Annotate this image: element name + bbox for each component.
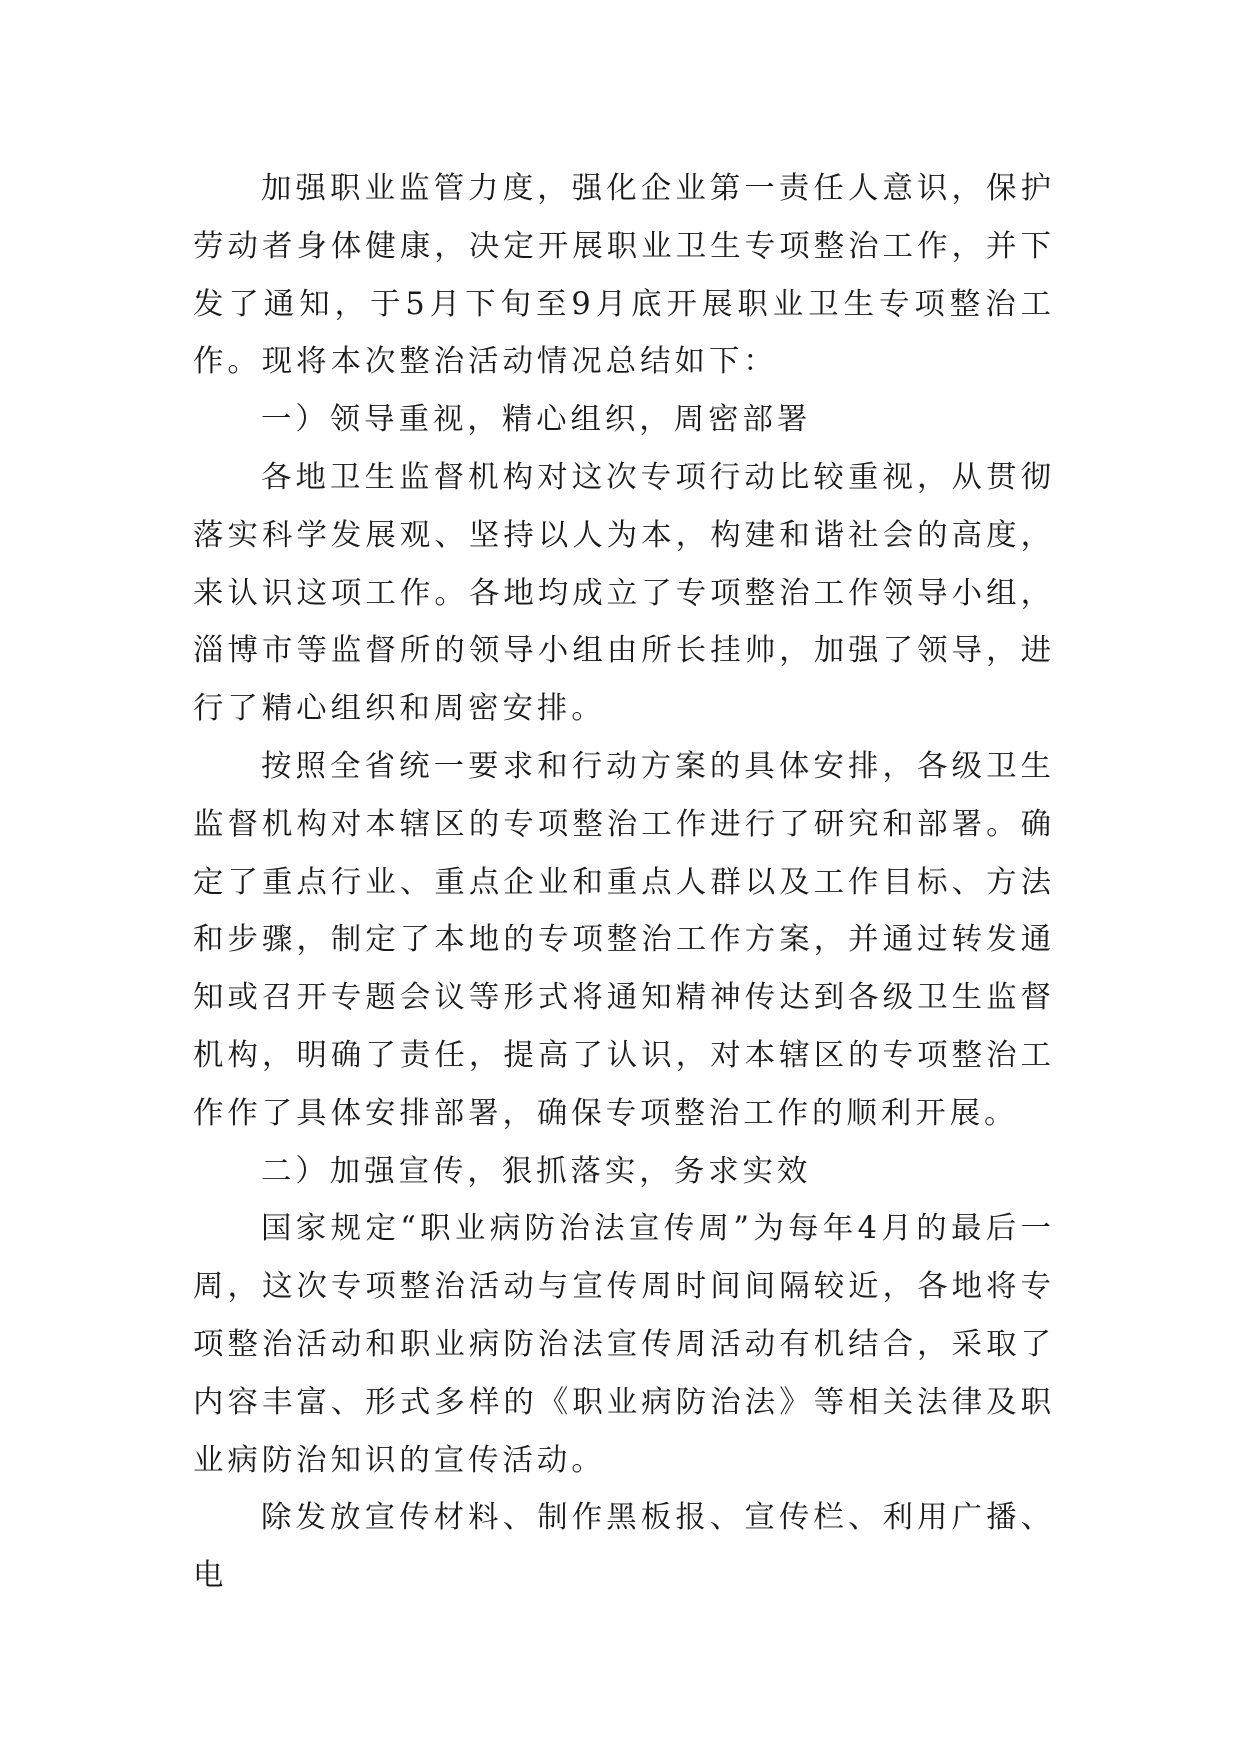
body-paragraph: 国家规定“职业病防治法宣传周”为每年4月的最后一周，这次专项整治活动与宣传周时间间隔较近，各地将专项整治活动和职业病防治法宣传周活动有机结合，采取了内容丰富、形式多样的《职业病防治法》等相关法律及职业病防治知识的宣传活动。 <box>193 1211 1055 1478</box>
document-body <box>193 160 1055 1605</box>
body-paragraph: 加强职业监管力度，强化企业第一责任人意识，保护劳动者身体健康，决定开展职业卫生专项整治工作，并下发了通知，于5月下旬至9月底开展职业卫生专项整治工作。现将本次整治活动情况总结如下： <box>193 171 1055 380</box>
section-heading: 一）领导重视，精心组织，周密部署 <box>261 402 812 438</box>
body-paragraph: 各地卫生监督机构对这次专项行动比较重视，从贯彻落实科学发展观、坚持以人为本，构建和谐社会的高度，来认识这项工作。各地均成立了专项整治工作领导小组，淄博市等监督所的领导小组由所长挂帅，加强了领导，进行了精心组织和周密安排。 <box>193 459 1055 727</box>
body-paragraph: 除发放宣传材料、制作黑板报、宣传栏、利用广播、电 <box>193 1500 1055 1594</box>
section-heading: 二）加强宣传，狠抓落实，务求实效 <box>261 1153 812 1189</box>
body-paragraph: 按照全省统一要求和行动方案的具体安排，各级卫生监督机构对本辖区的专项整治工作进行了研究和部署。确定了重点行业、重点企业和重点人群以及工作目标、方法和步骤，制定了本地的专项整治工作方案，并通过转发通知或召开专题会议等形式将通知精神传达到各级卫生监督机构，明确了责任，提高了认识，对本辖区的专项整治工作作了具体安排部署，确保专项整治工作的顺利开展。 <box>193 748 1055 1131</box>
